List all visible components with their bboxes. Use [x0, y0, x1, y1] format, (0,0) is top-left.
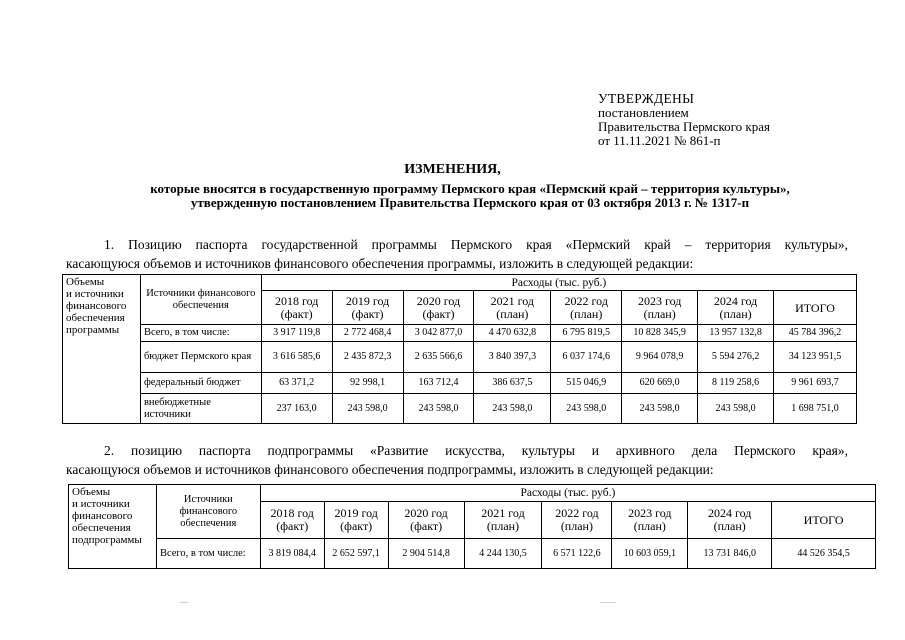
document-subtitle — [40, 182, 900, 210]
table-cell: 10 828 345,9 — [622, 325, 698, 342]
approval-stamp — [598, 92, 770, 148]
table-cell: 4 470 632,8 — [474, 325, 551, 342]
table2-year-2019: 2019 год (факт) — [324, 502, 388, 539]
table-cell: 45 784 396,2 — [774, 325, 857, 342]
financing-table-program — [62, 274, 857, 424]
table-row — [63, 325, 857, 342]
table-cell: 243 598,0 — [403, 394, 474, 424]
scan-artifact — [600, 602, 616, 603]
table1-label: Объемы и источники финансового обеспечения программы — [63, 275, 141, 424]
paragraph-2-line-1: 2. позицию паспорта подпрограммы «Развитие искусства, культуры и архивного дела Пермского края», — [104, 443, 848, 458]
table1-year-2022: 2022 год (план) — [551, 291, 622, 325]
table-cell: 3 819 084,4 — [260, 539, 324, 569]
table-cell: 243 598,0 — [622, 394, 698, 424]
table-cell: 5 594 276,2 — [698, 342, 774, 373]
table1-row-1-source: бюджет Пермского края — [140, 342, 261, 373]
table1-sources-header: Источники финансового обеспечения — [140, 275, 261, 325]
table-cell: 4 244 130,5 — [464, 539, 542, 569]
table-cell: 1 698 751,0 — [774, 394, 857, 424]
table-cell: 63 371,2 — [261, 373, 332, 394]
table2-sources-header: Источники финансового обеспечения — [156, 485, 260, 539]
table2-expenses-header: Расходы (тыс. руб.) — [260, 485, 875, 502]
table-cell: 8 119 258,6 — [698, 373, 774, 394]
table2-year-2024: 2024 год (план) — [688, 502, 772, 539]
table2-year-2023: 2023 год (план) — [612, 502, 688, 539]
table-cell: 44 526 354,5 — [772, 539, 876, 569]
table-cell: 13 957 132,8 — [698, 325, 774, 342]
table1-year-2021: 2021 год (план) — [474, 291, 551, 325]
table-row — [63, 373, 857, 394]
table1-total-header: ИТОГО — [774, 291, 857, 325]
scan-artifact — [180, 602, 188, 603]
table1-year-2024: 2024 год (план) — [698, 291, 774, 325]
table2-year-2020: 2020 год (факт) — [388, 502, 464, 539]
table-cell: 9 964 078,9 — [622, 342, 698, 373]
table-cell: 34 123 951,5 — [774, 342, 857, 373]
table-cell: 6 571 122,6 — [542, 539, 612, 569]
table-cell: 243 598,0 — [474, 394, 551, 424]
table-cell: 6 037 174,6 — [551, 342, 622, 373]
table2-year-2021: 2021 год (план) — [464, 502, 542, 539]
table2-row-0-source: Всего, в том числе: — [156, 539, 260, 569]
table-cell: 9 961 693,7 — [774, 373, 857, 394]
table-row — [69, 539, 876, 569]
table-row — [63, 342, 857, 373]
table2-label: Объемы и источники финансового обеспечения подпрограммы — [69, 485, 157, 569]
table1-row-3-source: внебюджетные источники — [140, 394, 261, 424]
table1-row-0-source: Всего, в том числе: — [140, 325, 261, 342]
approval-line-3: от 11.11.2021 № 861-п — [598, 133, 721, 148]
table-cell: 237 163,0 — [261, 394, 332, 424]
table-cell: 620 669,0 — [622, 373, 698, 394]
table-row — [63, 394, 857, 424]
paragraph-1-line-1: 1. Позицию паспорта государственной программы Пермского края «Пермский край – территория культуры», — [104, 237, 848, 252]
table1-expenses-header: Расходы (тыс. руб.) — [261, 275, 856, 291]
table-cell: 243 598,0 — [698, 394, 774, 424]
paragraph-1 — [66, 235, 848, 273]
financing-table-subprogram — [68, 484, 876, 569]
table-cell: 163 712,4 — [403, 373, 474, 394]
table1-year-2023: 2023 год (план) — [622, 291, 698, 325]
paragraph-1-line-2: касающуюся объемов и источников финансового обеспечения программы, изложить в следующей редакции: — [66, 256, 694, 271]
table-cell: 3 042 877,0 — [403, 325, 474, 342]
table-cell: 243 598,0 — [551, 394, 622, 424]
approval-heading: УТВЕРЖДЕНЫ — [598, 91, 695, 106]
table-cell: 2 904 514,8 — [388, 539, 464, 569]
subtitle-line-2: утвержденную постановлением Правительства Пермского края от 03 октября 2013 г. № 1317-п — [190, 195, 750, 210]
table-cell: 3 840 397,3 — [474, 342, 551, 373]
table-cell: 92 998,1 — [332, 373, 403, 394]
table-cell: 515 046,9 — [551, 373, 622, 394]
approval-line-2: Правительства Пермского края — [598, 119, 770, 134]
table-cell: 2 652 597,1 — [324, 539, 388, 569]
table1-year-2020: 2020 год (факт) — [403, 291, 474, 325]
table-cell: 386 637,5 — [474, 373, 551, 394]
subtitle-line-1: которые вносятся в государственную программу Пермского края «Пермский край – территория культуры», — [150, 181, 790, 196]
table-cell: 13 731 846,0 — [688, 539, 772, 569]
table-cell: 2 772 468,4 — [332, 325, 403, 342]
table-cell: 3 917 119,8 — [261, 325, 332, 342]
table2-year-2018: 2018 год (факт) — [260, 502, 324, 539]
table-cell: 6 795 819,5 — [551, 325, 622, 342]
table2-year-2022: 2022 год (план) — [542, 502, 612, 539]
table-cell: 243 598,0 — [332, 394, 403, 424]
paragraph-2-line-2: касающуюся объемов и источников финансового обеспечения подпрограммы, изложить в следующей редакции: — [66, 462, 714, 477]
table-cell: 3 616 585,6 — [261, 342, 332, 373]
table-cell: 2 435 872,3 — [332, 342, 403, 373]
table1-year-2018: 2018 год (факт) — [261, 291, 332, 325]
table-cell: 10 603 059,1 — [612, 539, 688, 569]
approval-line-1: постановлением — [598, 105, 689, 120]
table-cell: 2 635 566,6 — [403, 342, 474, 373]
table1-row-2-source: федеральный бюджет — [140, 373, 261, 394]
table1-year-2019: 2019 год (факт) — [332, 291, 403, 325]
table2-total-header: ИТОГО — [772, 502, 876, 539]
document-title: ИЗМЕНЕНИЯ, — [404, 162, 501, 177]
paragraph-2 — [66, 441, 848, 479]
